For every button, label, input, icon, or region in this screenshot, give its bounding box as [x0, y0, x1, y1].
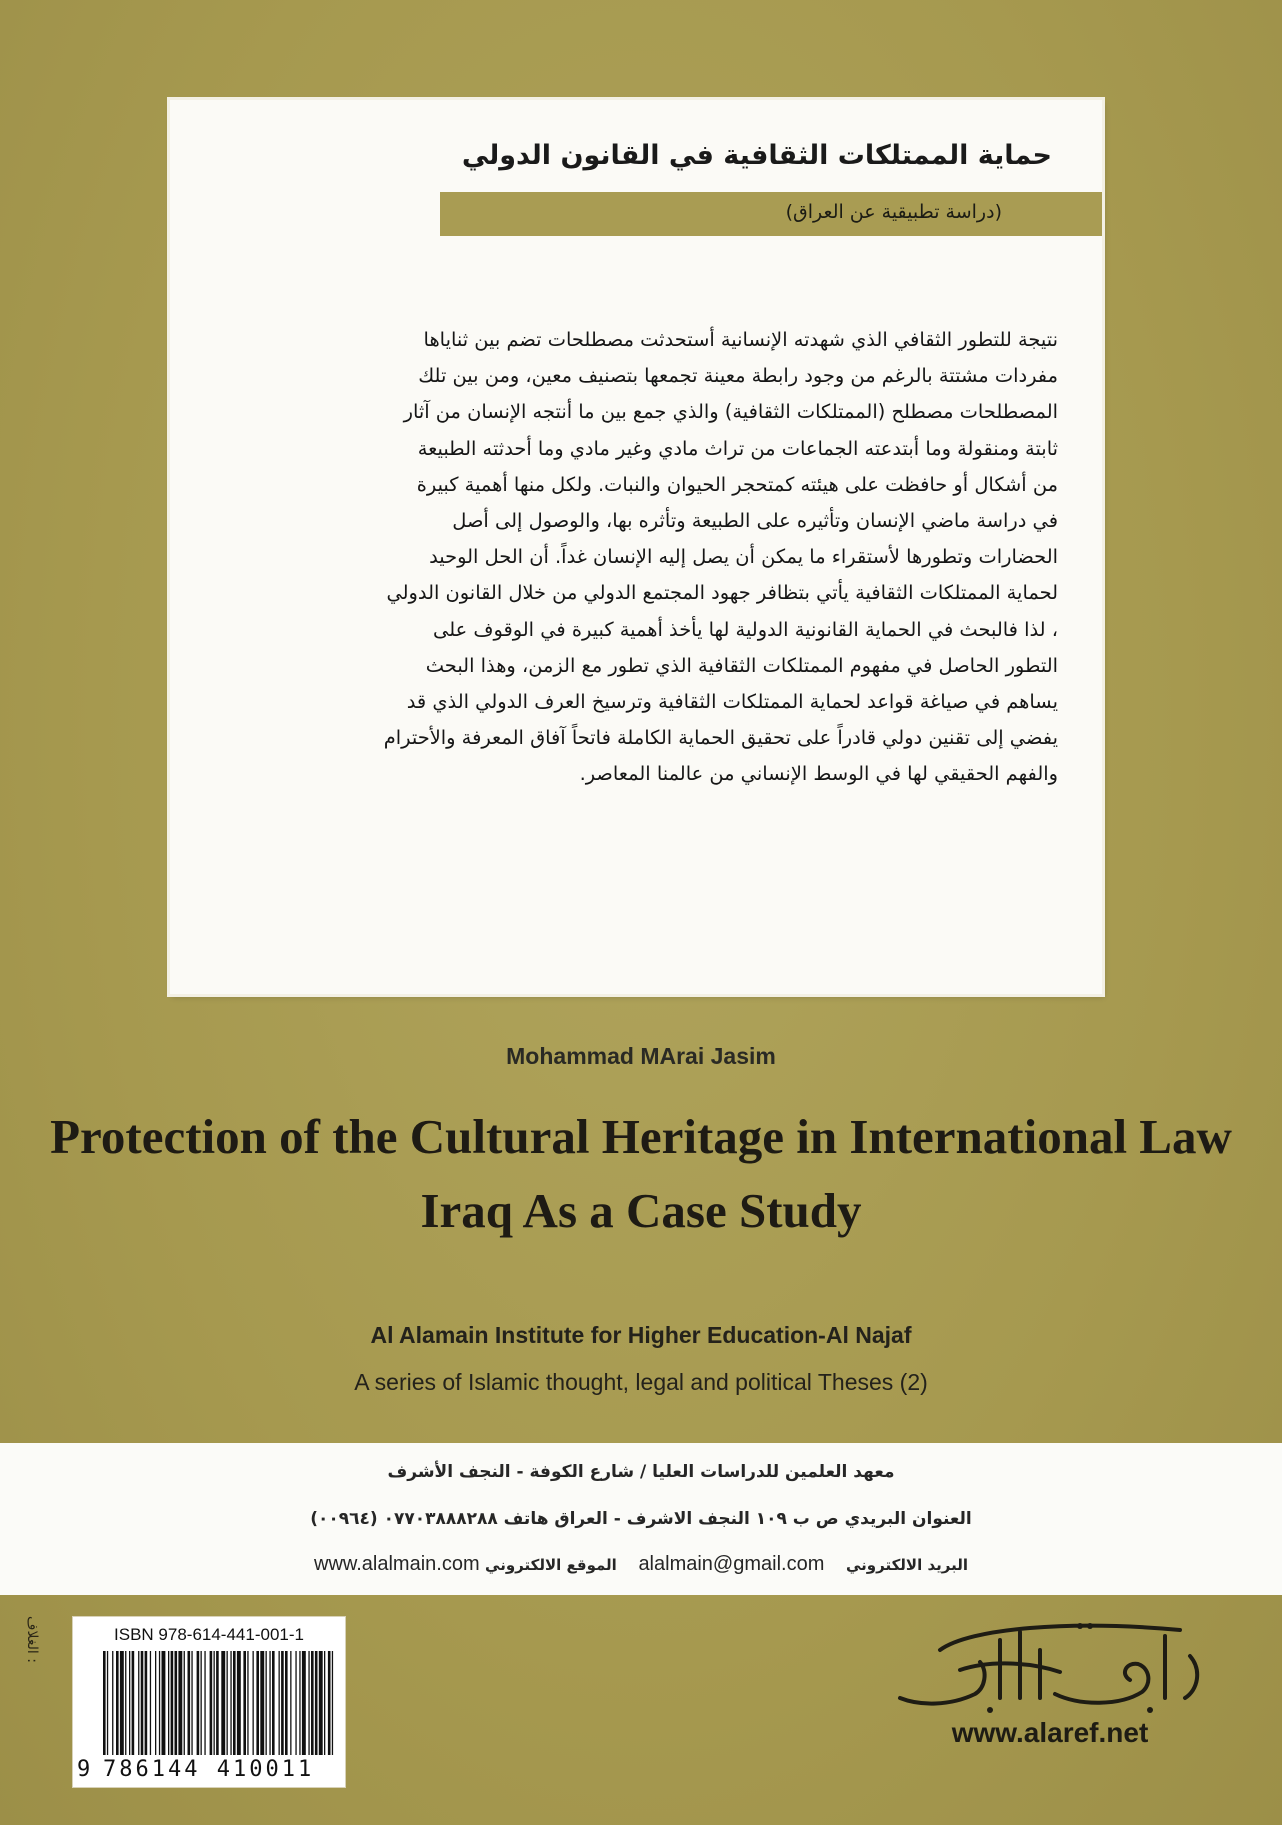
series-name: A series of Islamic thought, legal and political Theses (2)	[354, 1369, 928, 1395]
email-label: البريد الالكتروني	[845, 1556, 968, 1574]
cover-credit	[12, 1616, 44, 1786]
barcode-remaining-digits: 786144 410011	[103, 1757, 315, 1782]
online-contacts	[0, 1553, 1282, 1576]
barcode-bars	[73, 1647, 345, 1759]
publisher-logo-icon	[880, 1610, 1220, 1715]
cover-credit-label: الغلاف :	[24, 1616, 40, 1663]
isbn-barcode	[72, 1616, 346, 1788]
english-title	[0, 1100, 1282, 1248]
summary-line: يفضي إلى تقنين دولي قادراً على تحقيق الحماية الكاملة فاتحاً آفاق المعرفة والأحترام	[383, 726, 1058, 750]
summary-line: التطور الحاصل في مفهوم الممتلكات الثقافية الذي تطور مع الزمن، وهذا البحث	[425, 653, 1058, 677]
summary-line: من أشكال أو حافظت على هيئته كمتحجر الحيوان والنبات. ولكل منها أهمية كبيرة	[416, 472, 1058, 496]
arabic-subtitle: (دراسة تطبيقية عن العراق)	[785, 201, 1002, 223]
website-url[interactable]: www.alalmain.com	[314, 1553, 480, 1575]
english-title-line-2: Iraq As a Case Study	[420, 1183, 862, 1238]
summary-line: الحضارات وتطورها لأستقراء ما يمكن أن يصل إليه الإنسان غداً. أن الحل الوحيد	[429, 545, 1058, 569]
subtitle-band	[440, 192, 1102, 236]
summary-line: ثابتة ومنقولة وما أبتدعته الجماعات من تراث مادي وغير مادي وما أحدثته الطبيعة	[417, 436, 1058, 460]
contact-band	[0, 1443, 1282, 1595]
website-label: الموقع الالكتروني	[485, 1556, 617, 1574]
summary-line: مفردات مشتتة بالرغم من وجود رابطة معينة تجمعها بتصنيف معين، ومن بين تلك	[418, 364, 1058, 388]
summary-line: والفهم الحقيقي لها في الوسط الإنساني من عالمنا المعاصر.	[579, 762, 1058, 786]
author-name: Mohammad MArai Jasim	[506, 1043, 776, 1069]
arabic-summary-panel	[170, 100, 1102, 994]
arabic-title: حماية الممتلكات الثقافية في القانون الدولي	[461, 140, 1052, 171]
postal-address: العنوان البريدي ص ب ١٠٩ النجف الاشرف - العراق هاتف ٠٧٧٠٣٨٨٨٢٨٨ (٠٠٩٦٤)	[310, 1509, 972, 1529]
summary-line: نتيجة للتطور الثقافي الذي شهدته الإنسانية أستحدثت مصطلحات تضم بين ثناياها	[423, 328, 1058, 351]
summary-line: المصطلحات مصطلح (الممتلكات الثقافية) والذي جمع بين ما أنتجه الإنسان من آثار	[403, 400, 1058, 424]
summary-line: لحماية الممتلكات الثقافية يأتي بتظافر جهود المجتمع الدولي من خلال القانون الدولي	[386, 581, 1058, 605]
summary-line: ، لذا فالبحث في الحماية القانونية الدولية لها يأخذ أهمية كبيرة في الوقوف على	[433, 617, 1058, 641]
isbn-text: ISBN 978-614-441-001-1	[114, 1625, 304, 1644]
publisher-url[interactable]: www.alaref.net	[951, 1717, 1149, 1748]
institute-address: معهد العلمين للدراسات العليا / شارع الكوفة - النجف الأشرف	[387, 1462, 895, 1482]
summary-line: يساهم في صياغة قواعد لحماية الممتلكات الثقافية وترسيخ العرف الدولي الذي قد	[406, 690, 1058, 714]
institute-name: Al Alamain Institute for Higher Education-Al Najaf	[370, 1322, 912, 1348]
english-title-line-1: Protection of the Cultural Heritage in International Law	[50, 1109, 1232, 1164]
summary-line: في دراسة ماضي الإنسان وتأثيره على الطبيعة وتأثره بها، والوصول إلى أصل	[452, 509, 1058, 533]
barcode-first-digit: 9	[77, 1757, 94, 1782]
arabic-summary-text	[210, 322, 1058, 793]
email-address[interactable]: alalmain@gmail.com	[638, 1553, 825, 1575]
